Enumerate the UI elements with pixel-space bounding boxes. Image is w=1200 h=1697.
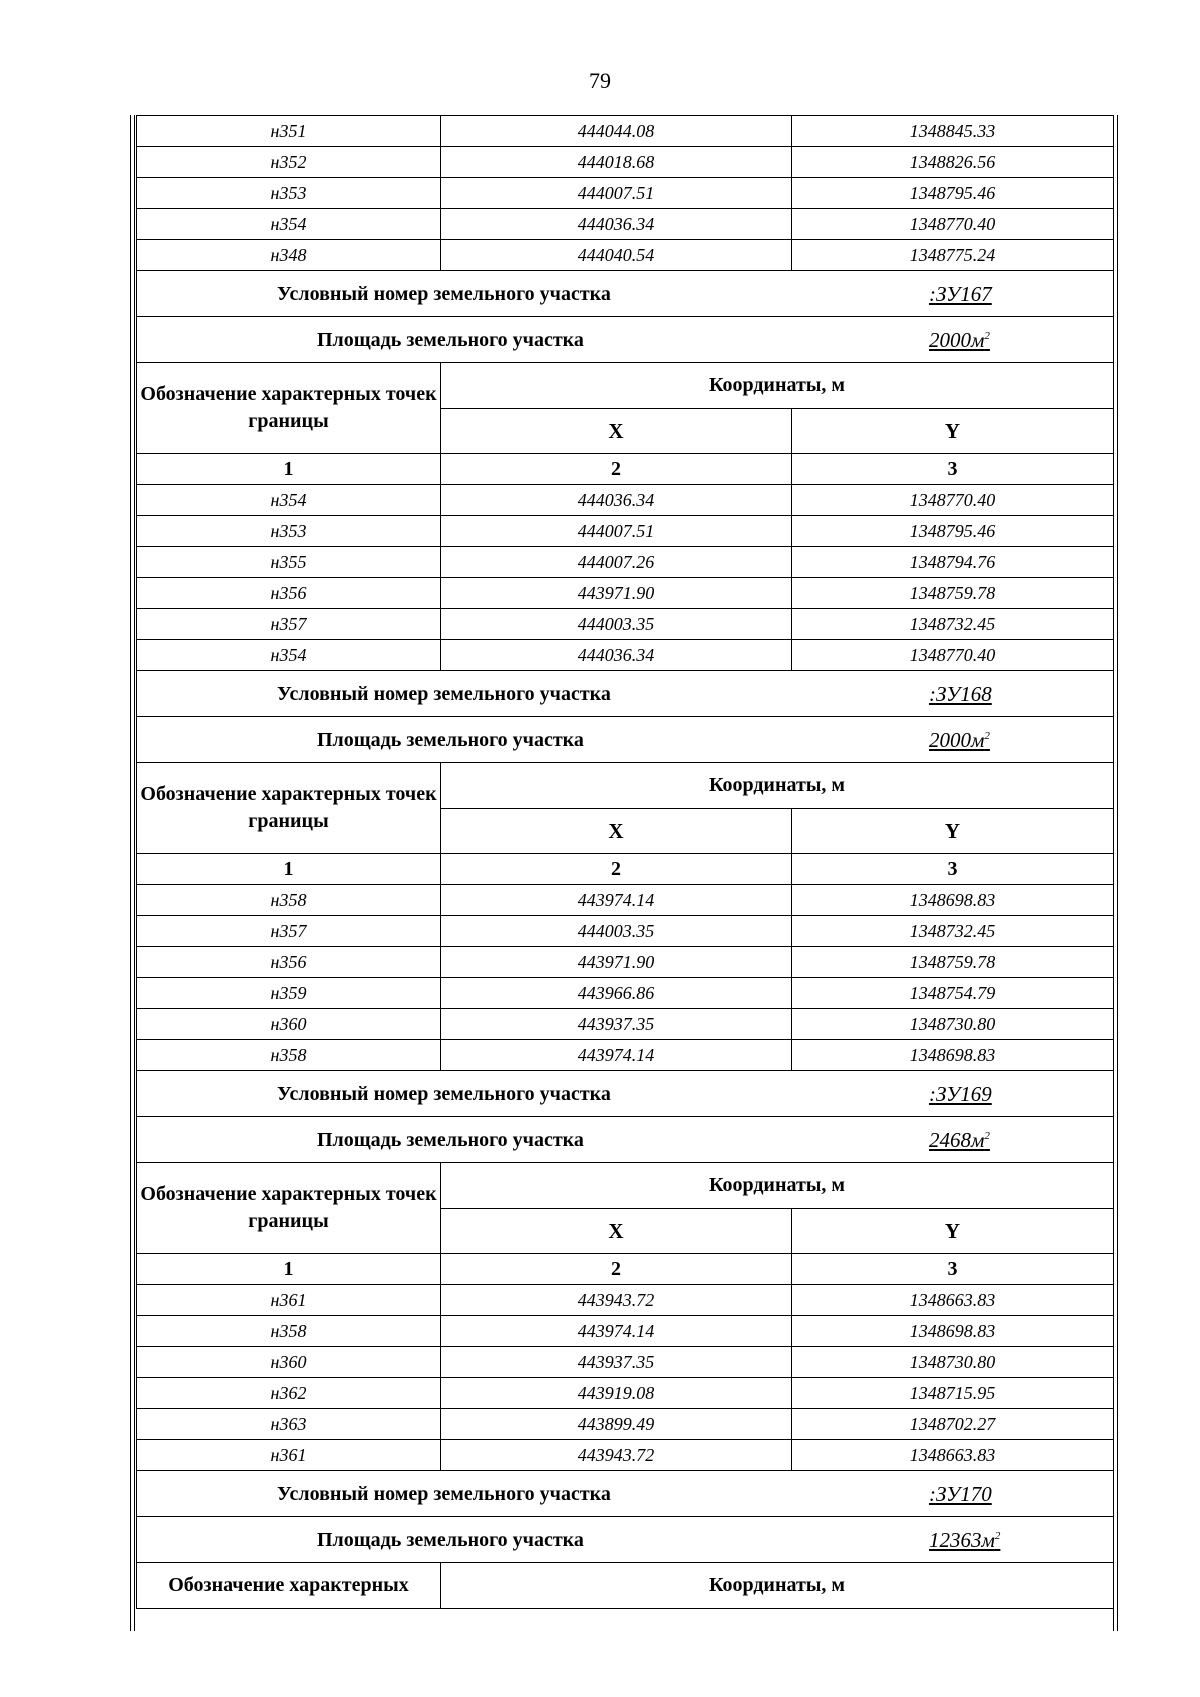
table-row <box>137 885 1114 916</box>
parcel-number-value: :ЗУ168 <box>929 682 992 706</box>
coordinates-header: Координаты, м <box>441 363 1114 409</box>
page-number: 79 <box>589 68 611 93</box>
points-header: Обозначение характерных <box>137 1563 441 1609</box>
left-border-line <box>134 115 135 1631</box>
parcel-area-value: $2000м^2$ <box>929 328 990 352</box>
x-coordinate-cell: 444007.51 <box>441 178 792 209</box>
table-row <box>137 609 1114 640</box>
parcel-area-label: Площадь земельного участка <box>317 329 584 351</box>
table-row <box>137 916 1114 947</box>
parcel-number-label: Условный номер земельного участка <box>277 683 611 705</box>
x-coordinate-cell: 443966.86 <box>441 978 792 1009</box>
y-axis-header: Y <box>792 809 1114 854</box>
point-id-cell: н360 <box>137 1347 441 1378</box>
coordinates-header: Координаты, м <box>441 763 1114 809</box>
y-coordinate-cell: 1348754.79 <box>792 978 1114 1009</box>
y-coordinate-cell: 1348732.45 <box>792 609 1114 640</box>
table-row <box>137 116 1114 147</box>
y-axis-header: Y <box>792 409 1114 454</box>
point-id-cell: н358 <box>137 1316 441 1347</box>
points-header: Обозначение характерных точек границы <box>137 1163 441 1254</box>
table-row <box>137 947 1114 978</box>
coordinates-table <box>136 115 1114 1609</box>
point-id-cell: н356 <box>137 578 441 609</box>
y-coordinate-cell: 1348663.83 <box>792 1440 1114 1471</box>
y-coordinate-cell: 1348794.76 <box>792 547 1114 578</box>
point-id-cell: н361 <box>137 1440 441 1471</box>
parcel-area-row <box>137 1517 1114 1563</box>
parcel-area-value: $2000м^2$ <box>929 728 990 752</box>
parcel-number-value: :ЗУ170 <box>929 1482 992 1506</box>
table-row <box>137 578 1114 609</box>
column-number-row <box>137 1254 1114 1285</box>
point-id-cell: н354 <box>137 640 441 671</box>
y-coordinate-cell: 1348770.40 <box>792 209 1114 240</box>
point-id-cell: н362 <box>137 1378 441 1409</box>
column-number-row <box>137 454 1114 485</box>
table-row <box>137 209 1114 240</box>
point-id-cell: н354 <box>137 209 441 240</box>
table-row <box>137 1009 1114 1040</box>
x-coordinate-cell: 443919.08 <box>441 1378 792 1409</box>
parcel-area-row <box>137 1117 1114 1163</box>
y-coordinate-cell: 1348715.95 <box>792 1378 1114 1409</box>
x-coordinate-cell: 443937.35 <box>441 1347 792 1378</box>
right-border-line <box>1117 115 1118 1631</box>
x-coordinate-cell: 444040.54 <box>441 240 792 271</box>
point-id-cell: н357 <box>137 609 441 640</box>
table-row <box>137 1040 1114 1071</box>
parcel-number-row <box>137 1071 1114 1117</box>
y-coordinate-cell: 1348702.27 <box>792 1409 1114 1440</box>
y-coordinate-cell: 1348770.40 <box>792 640 1114 671</box>
point-id-cell: н360 <box>137 1009 441 1040</box>
points-header: Обозначение характерных точек границы <box>137 763 441 854</box>
parcel-area-row <box>137 717 1114 763</box>
y-coordinate-cell: 1348732.45 <box>792 916 1114 947</box>
point-id-cell: н353 <box>137 178 441 209</box>
table-row <box>137 640 1114 671</box>
document-sheet <box>130 115 1105 1631</box>
x-coordinate-cell: 444003.35 <box>441 916 792 947</box>
x-axis-header: X <box>441 409 792 454</box>
table-header-row <box>137 363 1114 409</box>
table-row <box>137 1409 1114 1440</box>
x-coordinate-cell: 443974.14 <box>441 885 792 916</box>
point-id-cell: н358 <box>137 1040 441 1071</box>
column-number-cell: 2 <box>441 454 792 485</box>
point-id-cell: н348 <box>137 240 441 271</box>
y-coordinate-cell: 1348795.46 <box>792 178 1114 209</box>
table-row <box>137 516 1114 547</box>
parcel-number-row <box>137 1471 1114 1517</box>
table-row <box>137 178 1114 209</box>
table-row <box>137 240 1114 271</box>
column-number-cell: 3 <box>792 854 1114 885</box>
column-number-cell: 1 <box>137 854 441 885</box>
x-coordinate-cell: 444036.34 <box>441 485 792 516</box>
point-id-cell: н363 <box>137 1409 441 1440</box>
parcel-area-label: Площадь земельного участка <box>317 729 584 751</box>
y-axis-header: Y <box>792 1209 1114 1254</box>
x-coordinate-cell: 443899.49 <box>441 1409 792 1440</box>
point-id-cell: н352 <box>137 147 441 178</box>
column-number-cell: 1 <box>137 1254 441 1285</box>
x-coordinate-cell: 444036.34 <box>441 209 792 240</box>
column-number-cell: 3 <box>792 454 1114 485</box>
parcel-number-label: Условный номер земельного участка <box>277 1483 611 1505</box>
table-row <box>137 978 1114 1009</box>
table-header-row <box>137 1163 1114 1209</box>
point-id-cell: н354 <box>137 485 441 516</box>
table-header-row <box>137 1563 1114 1609</box>
column-number-cell: 2 <box>441 1254 792 1285</box>
x-coordinate-cell: 443971.90 <box>441 947 792 978</box>
y-coordinate-cell: 1348730.80 <box>792 1347 1114 1378</box>
parcel-area-label: Площадь земельного участка <box>317 1129 584 1151</box>
point-id-cell: н351 <box>137 116 441 147</box>
y-coordinate-cell: 1348795.46 <box>792 516 1114 547</box>
table-row <box>137 147 1114 178</box>
x-coordinate-cell: 443943.72 <box>441 1285 792 1316</box>
point-id-cell: н355 <box>137 547 441 578</box>
left-border-line <box>130 115 131 1631</box>
y-coordinate-cell: 1348730.80 <box>792 1009 1114 1040</box>
table-row <box>137 1285 1114 1316</box>
points-header: Обозначение характерных точек границы <box>137 363 441 454</box>
column-number-cell: 1 <box>137 454 441 485</box>
y-coordinate-cell: 1348663.83 <box>792 1285 1114 1316</box>
x-coordinate-cell: 443971.90 <box>441 578 792 609</box>
point-id-cell: н359 <box>137 978 441 1009</box>
coordinates-header: Координаты, м <box>441 1163 1114 1209</box>
column-number-cell: 3 <box>792 1254 1114 1285</box>
parcel-number-label: Условный номер земельного участка <box>277 283 611 305</box>
y-coordinate-cell: 1348698.83 <box>792 885 1114 916</box>
y-coordinate-cell: 1348826.56 <box>792 147 1114 178</box>
x-coordinate-cell: 444036.34 <box>441 640 792 671</box>
parcel-area-value: $12363м^2$ <box>929 1528 1001 1552</box>
parcel-number-label: Условный номер земельного участка <box>277 1083 611 1105</box>
table-row <box>137 547 1114 578</box>
table-header-row <box>137 763 1114 809</box>
x-coordinate-cell: 444007.51 <box>441 516 792 547</box>
parcel-number-value: :ЗУ167 <box>929 282 992 306</box>
point-id-cell: н361 <box>137 1285 441 1316</box>
table-row <box>137 485 1114 516</box>
y-coordinate-cell: 1348759.78 <box>792 578 1114 609</box>
table-row <box>137 1440 1114 1471</box>
point-id-cell: н353 <box>137 516 441 547</box>
x-coordinate-cell: 444007.26 <box>441 547 792 578</box>
x-axis-header: X <box>441 809 792 854</box>
column-number-row <box>137 854 1114 885</box>
parcel-number-value: :ЗУ169 <box>929 1082 992 1106</box>
table-row <box>137 1316 1114 1347</box>
point-id-cell: н358 <box>137 885 441 916</box>
table-row <box>137 1378 1114 1409</box>
point-id-cell: н357 <box>137 916 441 947</box>
x-coordinate-cell: 443943.72 <box>441 1440 792 1471</box>
y-coordinate-cell: 1348759.78 <box>792 947 1114 978</box>
x-coordinate-cell: 444018.68 <box>441 147 792 178</box>
x-axis-header: X <box>441 1209 792 1254</box>
x-coordinate-cell: 443974.14 <box>441 1316 792 1347</box>
x-coordinate-cell: 444003.35 <box>441 609 792 640</box>
point-id-cell: н356 <box>137 947 441 978</box>
y-coordinate-cell: 1348845.33 <box>792 116 1114 147</box>
x-coordinate-cell: 444044.08 <box>441 116 792 147</box>
y-coordinate-cell: 1348698.83 <box>792 1040 1114 1071</box>
column-number-cell: 2 <box>441 854 792 885</box>
y-coordinate-cell: 1348770.40 <box>792 485 1114 516</box>
coordinates-header: Координаты, м <box>441 1563 1114 1609</box>
x-coordinate-cell: 443974.14 <box>441 1040 792 1071</box>
y-coordinate-cell: 1348775.24 <box>792 240 1114 271</box>
parcel-area-value: $2468м^2$ <box>929 1128 990 1152</box>
x-coordinate-cell: 443937.35 <box>441 1009 792 1040</box>
table-row <box>137 1347 1114 1378</box>
y-coordinate-cell: 1348698.83 <box>792 1316 1114 1347</box>
parcel-number-row <box>137 671 1114 717</box>
parcel-area-row <box>137 317 1114 363</box>
parcel-number-row <box>137 271 1114 317</box>
parcel-area-label: Площадь земельного участка <box>317 1529 584 1551</box>
